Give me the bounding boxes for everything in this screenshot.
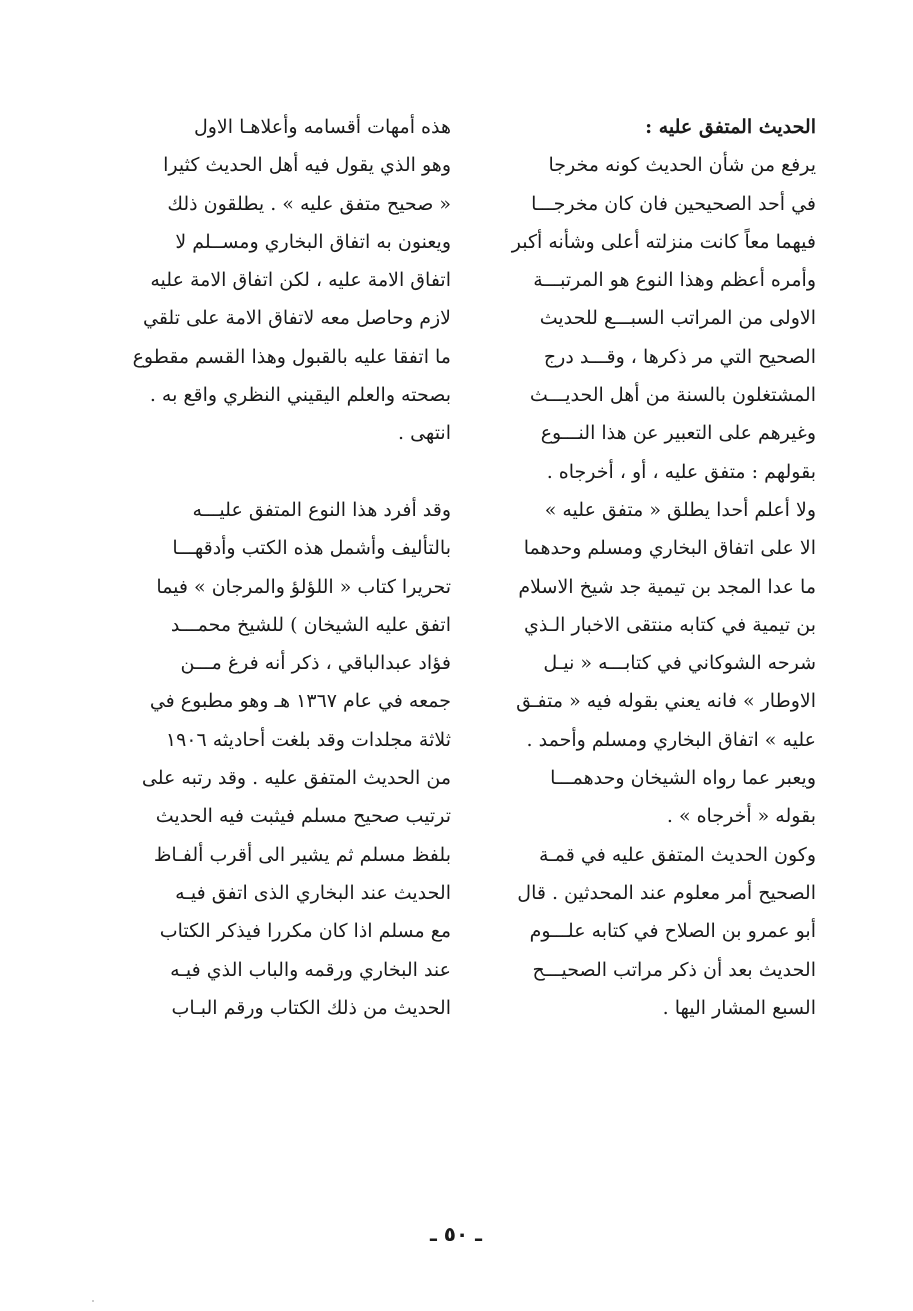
text-line: هذه أمهات أقسامه وأعلاهـا الاول xyxy=(193,116,451,138)
text-line: المشتغلون بالسنة من أهل الحديـــث xyxy=(529,384,816,407)
text-line: أبو عمرو بن الصلاح في كتابه علـــوم xyxy=(529,920,816,943)
text-line: الاوطار » فانه يعني بقوله فيه « متفـق xyxy=(516,690,816,713)
text-line: تحريرا كتاب « اللؤلؤ والمرجان » فيما xyxy=(156,575,451,598)
text-line: بقولهم : متفق عليه ، أو ، أخرجاه . xyxy=(546,460,816,483)
text-line: اتفق عليه الشيخان ) للشيخ محمـــد xyxy=(170,613,451,636)
text-line: ترتيب صحيح مسلم فيثبت فيه الحديث xyxy=(155,805,451,828)
text-line: عليه » اتفاق البخاري ومسلم وأحمد . xyxy=(526,728,816,751)
text-line: ما عدا المجد بن تيمية جد شيخ الاسلام xyxy=(518,575,816,598)
section-heading: الحديث المتفق عليه : xyxy=(645,116,816,138)
text-line: لازم وحاصل معه لاتفاق الامة على تلقي xyxy=(142,307,451,330)
text-line: بلفظ مسلم ثم يشير الى أقرب ألفـاظ xyxy=(153,843,451,866)
left-column xyxy=(129,108,451,1027)
text-line: وقد أفرد هذا النوع المتفق عليـــه xyxy=(192,498,451,521)
text-line: « صحيح متفق عليه » . يطلقون ذلك xyxy=(167,192,451,215)
text-line: فؤاد عبدالباقي ، ذكر أنه فرغ مـــن xyxy=(180,652,451,675)
text-line: ما اتفقا عليه بالقبول وهذا القسم مقطوع xyxy=(132,345,451,368)
paragraph-gap xyxy=(129,453,451,491)
text-line: انتهى . xyxy=(398,422,451,445)
text-line: عند البخاري ورقمه والباب الذي فيـه xyxy=(170,958,451,981)
text-line: فيهما معاً كانت منزلته أعلى وشأنه أكبر xyxy=(511,230,816,253)
text-line: بقوله « أخرجاه » . xyxy=(666,805,816,828)
text-line: بالتأليف وأشمل هذه الكتب وأدقهـــا xyxy=(172,537,451,560)
text-line: مع مسلم اذا كان مكررا فيذكر الكتاب xyxy=(159,920,451,943)
text-line: يرفع من شأن الحديث كونه مخرجا xyxy=(548,154,816,177)
text-line: الصحيح التي مر ذكرها ، وقـــد درج xyxy=(543,345,816,368)
text-line: ولا أعلم أحدا يطلق « متفق عليه » xyxy=(544,498,816,521)
text-line: اتفاق الامة عليه ، لكن اتفاق الامة عليه xyxy=(150,269,451,292)
text-line: الا على اتفاق البخاري ومسلم وحدهما xyxy=(523,537,816,560)
text-line: وكون الحديث المتفق عليه في قمـة xyxy=(539,843,816,866)
text-line: وأمره أعظم وهذا النوع هو المرتبـــة xyxy=(533,269,816,292)
text-line: بن تيمية في كتابه منتقى الاخبار الـذي xyxy=(523,613,816,636)
text-line: جمعه في عام ١٣٦٧ هـ وهو مطبوع في xyxy=(149,690,451,713)
text-line: الحديث عند البخاري الذى اتفق فيـه xyxy=(175,881,451,904)
text-line: ثلاثة مجلدات وقد بلغت أحاديثه ١٩٠٦ xyxy=(165,728,451,751)
text-line: الاولى من المراتب السبـــع للحديث xyxy=(539,307,816,330)
text-line: شرحه الشوكاني في كتابـــه « نيـل xyxy=(543,652,816,675)
text-line: الحديث بعد أن ذكر مراتب الصحيـــح xyxy=(532,958,816,981)
text-line: ويعنون به اتفاق البخاري ومســلم لا xyxy=(175,230,451,253)
text-line: وغيرهم على التعبير عن هذا النـــوع xyxy=(540,422,816,445)
text-line: الحديث من ذلك الكتاب ورقم البـاب xyxy=(171,996,451,1019)
page-number: ـ ٥٠ ـ xyxy=(429,1222,483,1246)
text-line: ويعبر عما رواه الشيخان وحدهمـــا xyxy=(550,767,816,790)
text-line: وهو الذي يقول فيه أهل الحديث كثيرا xyxy=(163,154,451,177)
right-column xyxy=(494,108,816,1027)
text-line: الصحيح أمر معلوم عند المحدثين . قال xyxy=(517,881,816,904)
text-line: السبع المشار اليها . xyxy=(662,996,816,1019)
scan-speck xyxy=(92,1300,94,1302)
text-line: من الحديث المتفق عليه . وقد رتبه على xyxy=(141,767,451,790)
text-line: في أحد الصحيحين فان كان مخرجـــا xyxy=(531,192,816,215)
text-line: بصحته والعلم اليقيني النظري واقع به . xyxy=(149,384,451,407)
